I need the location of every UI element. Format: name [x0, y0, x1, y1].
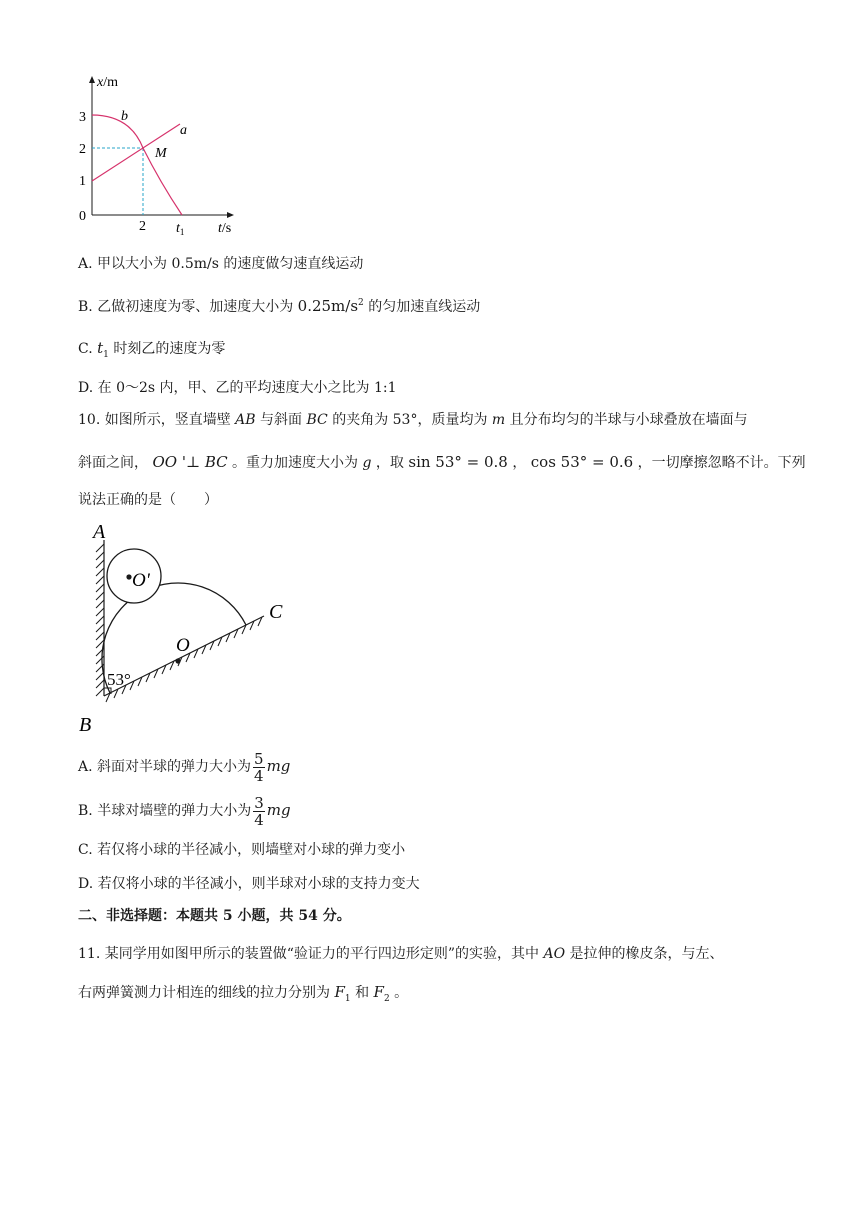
q10-option-a: A. 斜面对半球的弹力大小为 $\frac{5}{4}$ mg [78, 749, 291, 785]
y-tick-1: 1 [79, 174, 86, 189]
q10-line-2: 斜面之间， OO '⊥ BC 。重力加速度大小为 g ，取 sin 53° = 0.8 ， cos 53° = 0.6 ，一切摩擦忽略不计。下列 [78, 453, 806, 471]
q9-option-b [78, 293, 480, 317]
section-2-heading: 二、非选择题：本题共 5 小题，共 54 分。 [78, 908, 351, 924]
incline-hatching [106, 617, 262, 702]
q11-line-2: 右两弹簧测力计相连的细线的拉力分别为 $F_1$ 和 $F_2$ 。 [78, 983, 409, 1004]
q9-option-b-pre: B. 乙做初速度为零、加速度大小为 [78, 299, 294, 315]
y-axis-arrow [89, 76, 95, 83]
label-a: a [180, 123, 187, 138]
y-tick-3: 3 [79, 110, 86, 125]
label-o-prime: O' [132, 570, 150, 591]
q9-option-b-value: $0.25m/s^2$ [297, 297, 364, 315]
q10-option-b: B. 半球对墙壁的弹力大小为 $\frac{3}{4}$ mg [78, 793, 291, 829]
f2-symbol: $F_2$ [373, 983, 390, 1004]
x-axis-arrow [227, 212, 234, 218]
label-angle-53: 53° [107, 670, 131, 689]
x-axis-label: t/s [218, 221, 232, 236]
f1-symbol: $F_1$ [334, 983, 351, 1004]
line-a [92, 124, 180, 181]
label-c-point: C [269, 601, 283, 623]
x-t-graph [70, 72, 250, 240]
center-o-prime [126, 574, 131, 579]
q9-option-a: A. 甲以大小为 0.5m/s 的速度做匀速直线运动 [78, 256, 364, 272]
y-tick-2: 2 [79, 142, 86, 157]
q10-option-d: D. 若仅将小球的半径减小，则半球对小球的支持力变大 [78, 876, 420, 892]
q9-option-d: D. 在 0～2s 内，甲、乙的平均速度大小之比为 1:1 [78, 380, 397, 396]
q9-option-b-post: 的匀加速直线运动 [368, 299, 481, 315]
label-b: b [121, 109, 128, 124]
label-M: M [155, 146, 167, 161]
fraction-5-4: $\frac{5}{4}$ [254, 749, 264, 785]
q11-line-1: 11. 某同学用如图甲所示的装置做“验证力的平行四边形定则”的实验，其中 AO 是拉伸的橡皮条，与左、 [78, 946, 724, 962]
x-tick-2: 2 [139, 219, 146, 234]
q9-option-c: C. $t_1$ 时刻乙的速度为零 [78, 339, 226, 360]
q10-figure [76, 518, 296, 740]
curve-b [92, 115, 182, 215]
label-o: O [176, 635, 190, 656]
q10-line-3: 说法正确的是（ ） [78, 492, 218, 508]
x-tick-t1: $t_1$ [176, 221, 185, 237]
y-axis-label: x/m [97, 75, 118, 90]
fraction-3-4: $\frac{3}{4}$ [254, 793, 264, 829]
q10-line-1: 10. 如图所示，竖直墙壁 AB 与斜面 BC 的夹角为 53°，质量均为 m 且分布均匀的半球与小球叠放在墙面与 [78, 412, 748, 428]
q10-option-c: C. 若仅将小球的半径减小，则墙壁对小球的弹力变小 [78, 842, 406, 858]
label-a-point: A [93, 521, 106, 543]
label-b-point: B [79, 714, 92, 736]
y-tick-0: 0 [79, 209, 86, 224]
center-o [175, 658, 180, 663]
